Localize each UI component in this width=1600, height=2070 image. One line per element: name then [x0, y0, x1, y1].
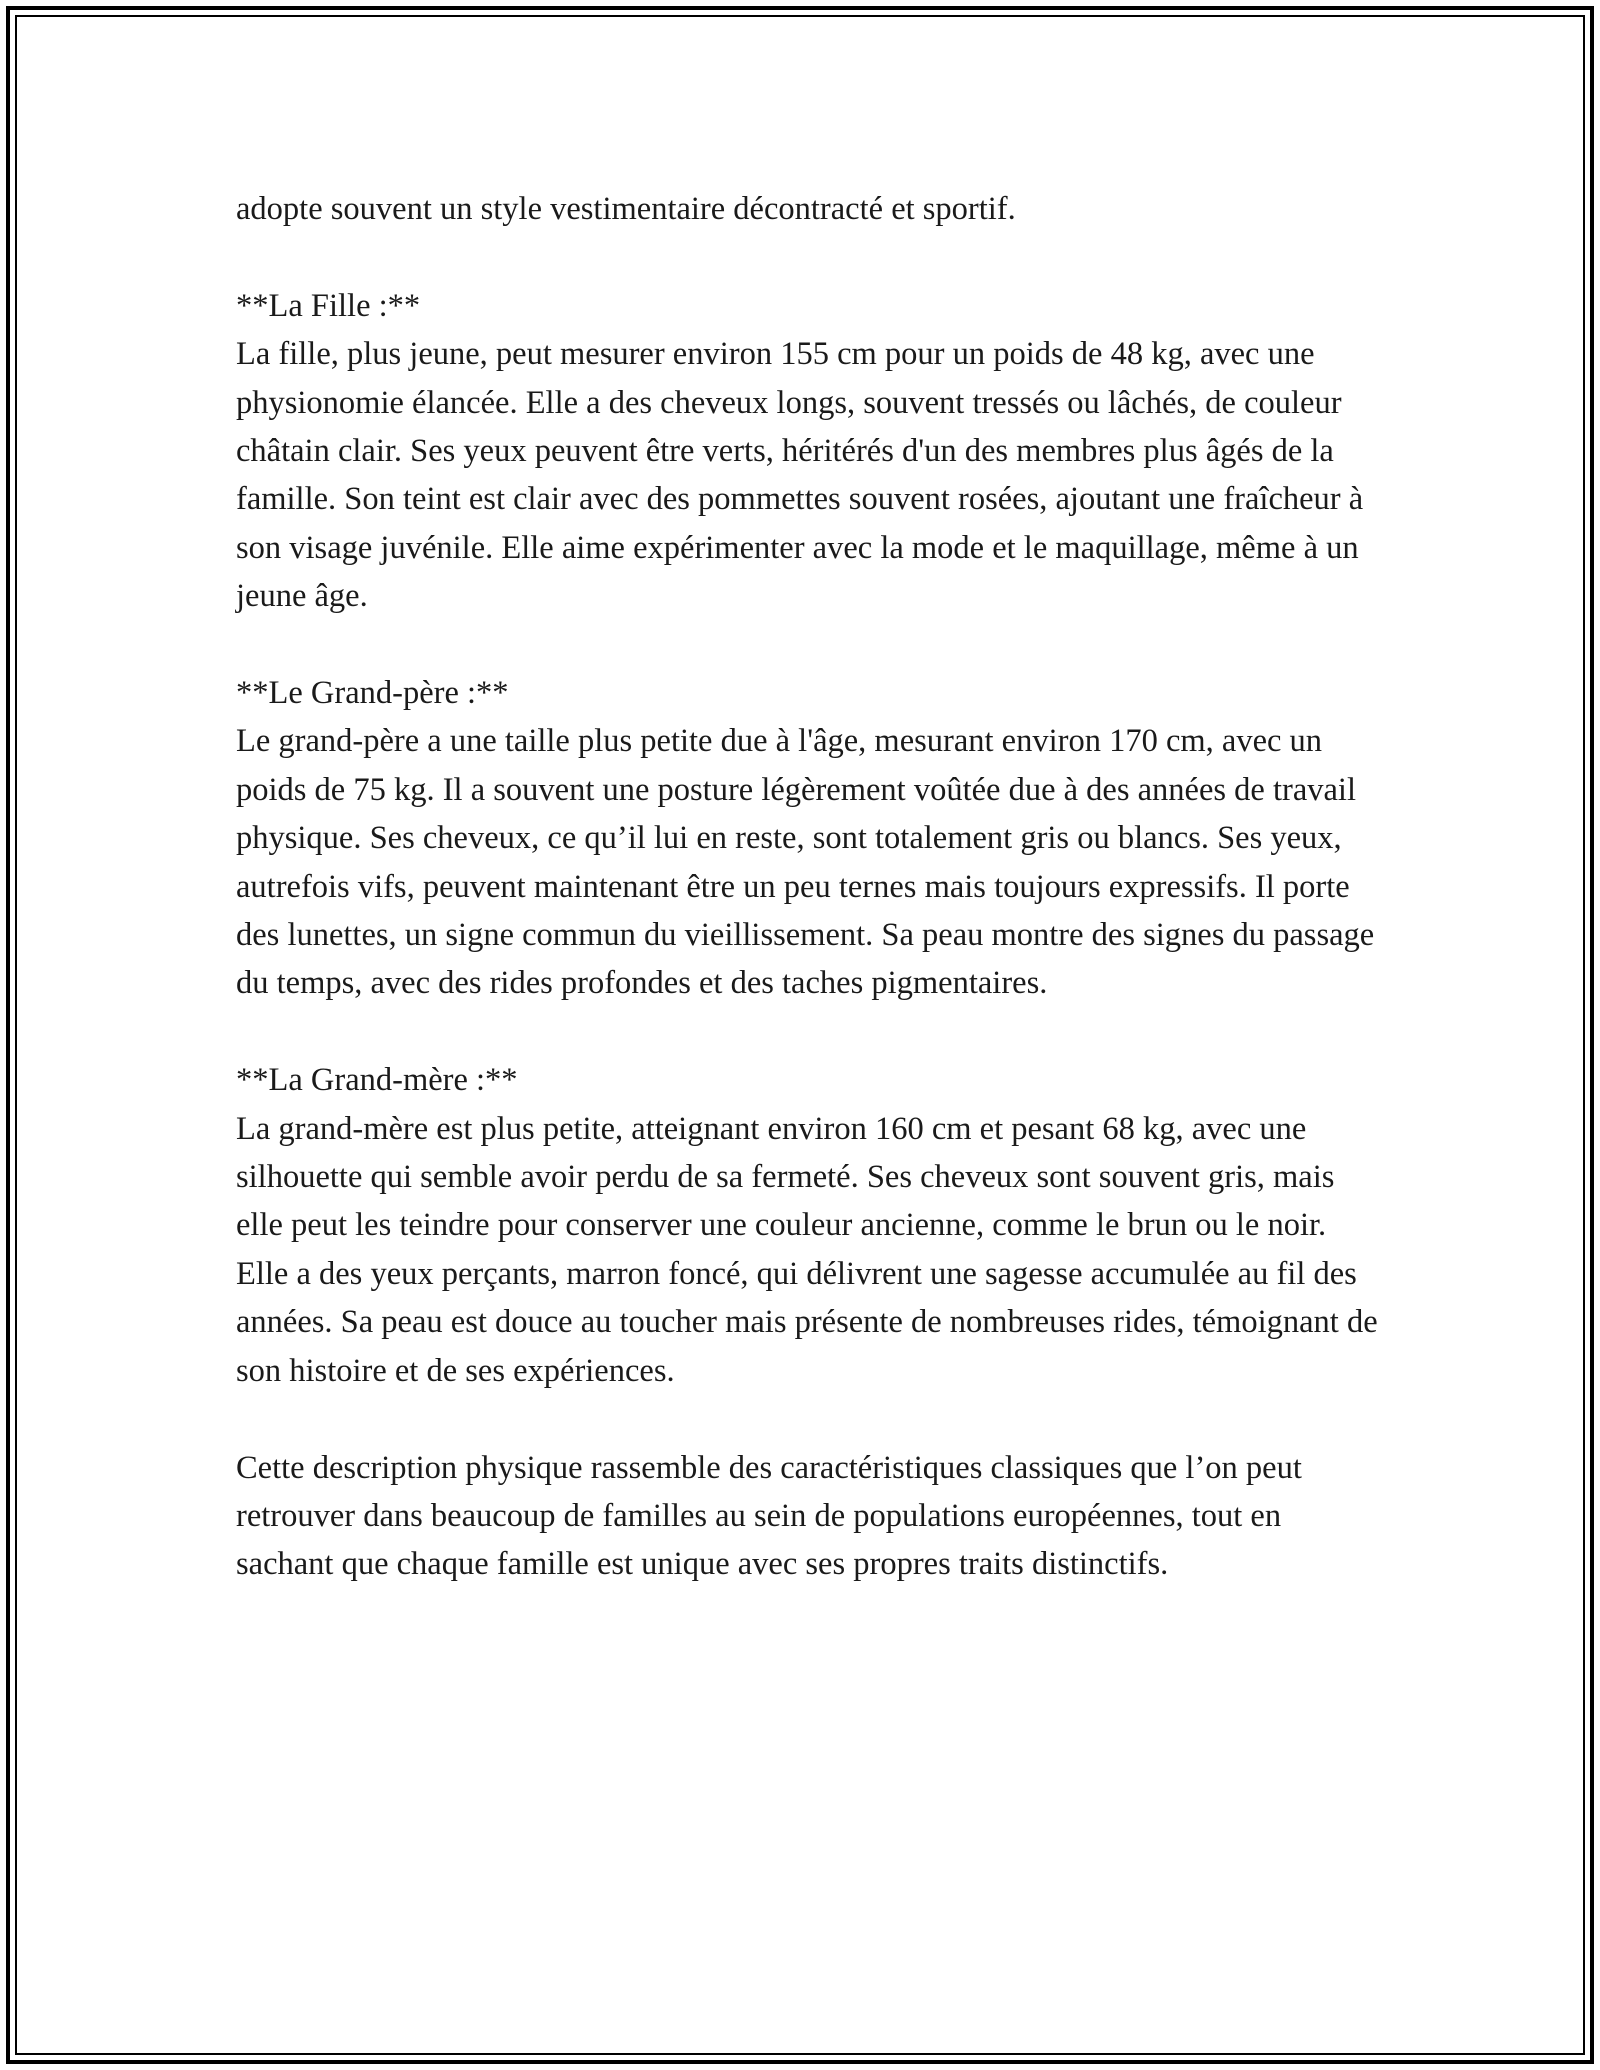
document-body	[236, 185, 1386, 1589]
section-la-grand-mere	[236, 1056, 1386, 1395]
conclusion-paragraph: Cette description physique rassemble des caractéristiques classiques que l’on peut retrouver dans beaucoup de familles au sein de populations européennes, tout en sachant que chaque famille est unique avec ses propres traits distinctifs.	[236, 1449, 1302, 1583]
section-text: La fille, plus jeune, peut mesurer environ 155 cm pour un poids de 48 kg, avec une physionomie élancée. Elle a des cheveux longs, souvent tressés ou lâchés, de couleur châtain clair. Ses yeux peuvent être verts, héritérés d'un des membres plus âgés de la famille. Son teint est clair avec des pommettes souvent rosées, ajoutant une fraîcheur à son visage juvénile. Elle aime expérimenter avec la mode et le maquillage, même à un jeune âge.	[236, 336, 1364, 615]
intro-continuation: adopte souvent un style vestimentaire décontracté et sportif.	[236, 191, 1016, 227]
section-heading: **La Fille :**	[236, 287, 421, 324]
section-text: Le grand-père a une taille plus petite due à l'âge, mesurant environ 170 cm, avec un poids de 75 kg. Il a souvent une posture légèrement voûtée due à des années de travail physique. Ses cheveux, ce qu’il lui en reste, sont totalement gris ou blancs. Ses yeux, autrefois vifs, peuvent maintenant être un peu ternes mais toujours expressifs. Il porte des lunettes, un signe commun du vieillissement. Sa peau montre des signes du passage du temps, avec des rides profondes et des taches pigmentaires.	[236, 723, 1375, 1002]
section-la-fille	[236, 282, 1386, 621]
section-le-grand-pere	[236, 669, 1386, 1008]
section-heading: **La Grand-mère :**	[236, 1062, 518, 1099]
section-text: La grand-mère est plus petite, atteignant environ 160 cm et pesant 68 kg, avec une silhouette qui semble avoir perdu de sa fermeté. Ses cheveux sont souvent gris, mais elle peut les teindre pour conserver une couleur ancienne, comme le brun ou le noir. Elle a des yeux perçants, marron foncé, qui délivrent une sagesse accumulée au fil des années. Sa peau est douce au toucher mais présente de nombreuses rides, témoignant de son histoire et de ses expériences.	[236, 1110, 1378, 1389]
section-heading: **Le Grand-père :**	[236, 675, 509, 712]
